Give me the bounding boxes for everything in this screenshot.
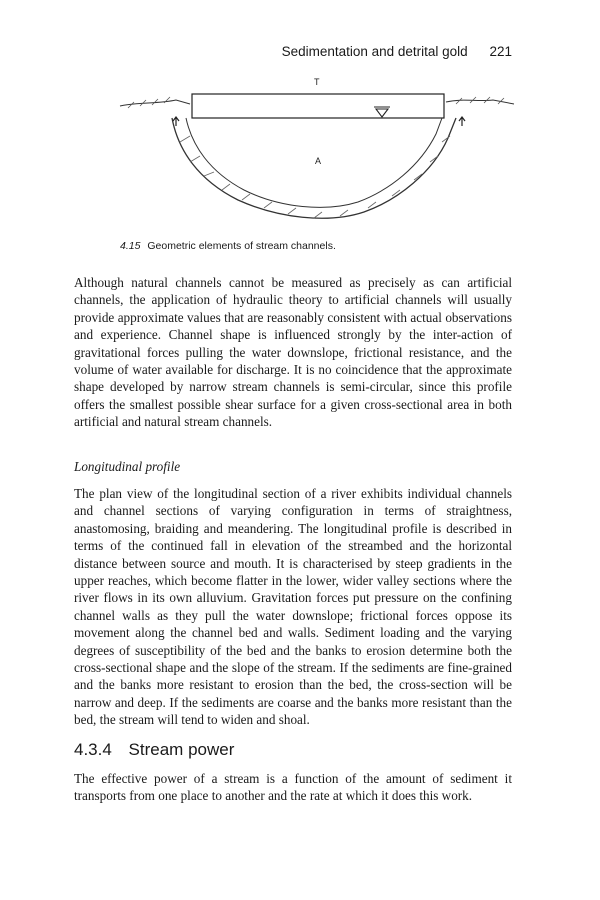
subheading-longitudinal-profile: Longitudinal profile [74, 459, 181, 474]
page-number: 221 [489, 44, 512, 59]
figure-stream-channel [118, 72, 516, 232]
running-header [282, 44, 512, 59]
figure-number: 4.15 [120, 240, 141, 252]
sediment-hatching [180, 136, 450, 218]
channel-cross-section-diagram [118, 72, 516, 232]
section-number: 4.3.4 [74, 740, 112, 759]
label-area: A [315, 156, 322, 166]
section-heading [74, 740, 234, 760]
channel-bed-inner [186, 118, 442, 207]
channel-bed-outer [172, 118, 456, 218]
figure-caption-text: Geometric elements of stream channels. [147, 240, 336, 252]
water-surface-width-box [192, 94, 444, 118]
water-level-symbol [376, 109, 388, 117]
label-top-width: T [314, 77, 320, 87]
section-title: Stream power [128, 740, 235, 759]
paragraph-channel-shape: Although natural channels cannot be measured as precisely as can artificial channels, the application of hydraulic theory to artificial channels will usually provide approximate values that are reasonably consistent with actual observations and experience. Channel shape is influenced strongly by the inter-action of gravitational forces pulling the water downslope, frictional resistance, and the volume of water available for discharge. It is no coincidence that the approximate shape developed by narrow stream channels is semi-circular, since this profile offers the smallest possible shear surface for a given cross-sectional area in both artificial and natural stream channels. [74, 275, 512, 430]
paragraph-longitudinal-profile: The plan view of the longitudinal section of a river exhibits individual channels and channel sections of varying configuration in terms of straightness, anastomosing, braiding and meandering. The longitudinal profile is described in terms of the continued fall in elevation of the streambed and the horizontal distance between source and mouth. It is characterised by steep gradients in the upper reaches, which become flatter in the lower, wider valley sections where the river flows in its own alluvium. Gravitation forces put pressure on the confining channel walls as they pull the water downslope; frictional forces oppose its movement along the channel bed and walls. Sediment loading and the varying degrees of susceptibility of the bed and the banks to erosion determine both the cross-sectional shape and the slope of the stream. If the sediments are fine-grained and the banks more resistant to erosion than the bed, the cross-section will be narrow and deep. If the sediments are coarse and the banks more resistant than the bed, the stream will tend to widen and shoal. [74, 486, 512, 728]
figure-caption [120, 240, 336, 252]
right-bank-arrow [459, 117, 465, 126]
paragraph-stream-power: The effective power of a stream is a function of the amount of sediment it transports from one place to another and the rate at which it does this work. [74, 771, 512, 804]
running-title: Sedimentation and detrital gold [281, 44, 468, 59]
